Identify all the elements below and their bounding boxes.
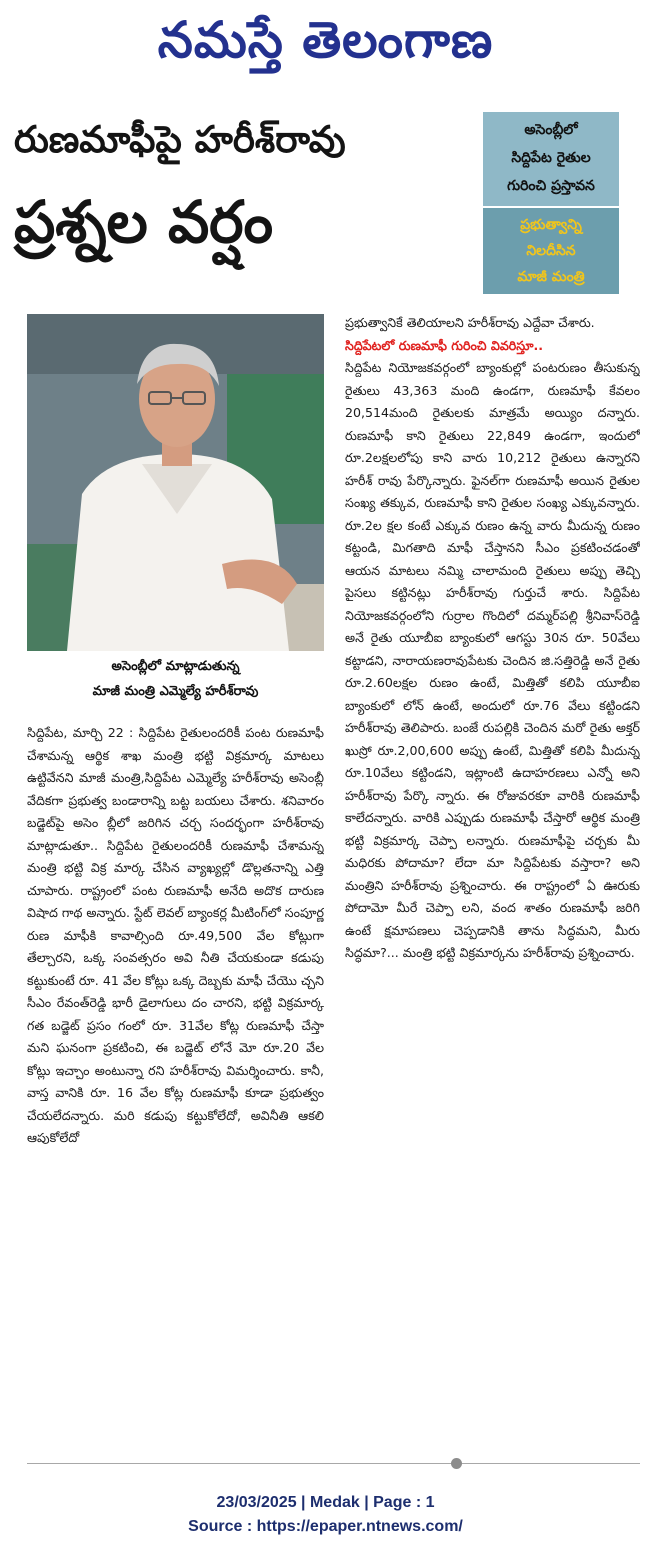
photo-caption-line: మాజీ మంత్రి ఎమ్మెల్యే హరీశ్‌రావు	[92, 684, 259, 699]
highlight-bottom	[483, 208, 619, 294]
highlight-top	[483, 112, 619, 206]
article-column-left	[27, 722, 324, 1442]
photo-caption-line: అసెంబ్లీలో మాట్లాడుతున్న	[111, 659, 240, 674]
highlight-bottom-line: నిలదీసిన	[526, 243, 576, 259]
highlight-top-line: అసెంబ్లీలో	[524, 122, 578, 138]
highlight-box	[483, 112, 619, 294]
newspaper-masthead: నమస్తే తెలంగాణ	[157, 10, 494, 69]
article-column-right	[345, 312, 640, 1442]
headline-line-1: రుణమాఫీపై హరీశ్‌రావు	[14, 118, 346, 161]
footer-date-edition: 23/03/2025 | Medak | Page : 1	[216, 1494, 435, 1511]
highlight-top-line: గురించి ప్రస్తావన	[507, 178, 595, 194]
highlight-top-line: సిద్దిపేట రైతుల	[511, 150, 591, 166]
headline-line-2: ప్రశ్నల వర్షం	[14, 188, 273, 256]
speaker-photo	[27, 314, 324, 651]
speaker-photo-illustration	[27, 314, 324, 651]
highlight-bottom-line: ప్రభుత్వాన్ని	[520, 217, 582, 233]
headline	[14, 112, 476, 266]
divider-dot	[451, 1458, 462, 1469]
article-subheading: సిద్దిపేటలో రుణమాఫీ గురించి వివరిస్తూ..	[345, 337, 544, 353]
article-paragraph: సిద్దిపేట, మార్చి 22 : సిద్దిపేట రైతులందరికీ పంట రుణమాఫీ చేశామన్న ఆర్థిక శాఖ మంత్రి భట్టి విక్రమార్క మాటలు ఉట్టివేనని మాజీ మంత్రి,సిద్దిపేట ఎమ్మెల్యే హరీశ్‌రావు అసెంబ్లీ వేదికగా ప్రభుత్వ బండారాన్ని బట్ట బయలు చేశారు. శనివారం బడ్జెట్‌పై అసెం బ్లీలో జరిగిన చర్చ సందర్భంగా హరీశ్‌రావు మాట్లాడుతూ.. సిద్దిపేట రైతులందరికీ రుణమాఫీ చేశామన్న మంత్రి భట్టి విక్ర మార్క చేసిన వ్యాఖ్యల్లో డొల్లతనాన్ని ఎత్తి చూపారు. రాష్ట్రంలో పంట రుణమాఫీ అనేది అదొక దారుణ విషాద గాథ అన్నారు. స్టేట్ లెవల్ బ్యాంకర్ల మీటింగ్‌లో సంపూర్ణ రుణ మాఫీకి కావాల్సింది రూ.49,500 వేల కోట్లుగా తేల్చారని, ఒక్క సంవత్సరం అవి నీతి చేయకుండా కడుపు కట్టుకుంటే రూ. 41 వేల కోట్లు ఒక్క దెబ్బకు మాఫీ చేయొ చ్చని సీఎం రేవంత్‌రెడ్డి భారీ డైలాగులు దం చారని, భట్టి విక్రమార్క గత బడ్జెట్ ప్రసం గంలో రూ. 31వేల కోట్ల రుణమాఫీ చేస్తా మని ఘనంగా ప్రకటించి, ఈ బడ్జెట్ లోనే మో రూ.20 వేల కోట్లు ఇచ్చాం అంటున్నా రని హరీశ్‌రావు విమర్శించారు. కానీ, వాస్త వానికి రూ. 16 వేల కోట్ల రుణమాఫీ కూడా ప్రభుత్వం చేయలేదన్నారు. మరి కడుపు కట్టుకోలేదో, అవినీతి ఆకలి ఆపుకోలేదో	[27, 725, 324, 1145]
bottom-divider	[27, 1463, 640, 1464]
article-paragraph: ప్రభుత్వానికే తెలియాలని హరీశ్‌రావు ఎద్దేవా చేశారు.	[345, 315, 595, 330]
footer-source-link[interactable]: Source : https://epaper.ntnews.com/	[188, 1518, 463, 1535]
highlight-bottom-line: మాజీ మంత్రి	[517, 269, 585, 285]
article-paragraph: సిద్దిపేట నియోజకవర్గంలో బ్యాంకుల్లో పంటరుణం తీసుకున్న రైతులు 43,363 మంది ఉండగా, రుణమాఫీ కేవలం 20,514మంది రైతులకు మాత్రమే అయ్యిం దన్నారు. రుణమాఫీ కాని రైతులు 22,849 ఉండగా, ఇందులో రూ.2లక్షలలోపు కాని వారు 10,212 రైతులు ఉన్నారని హరీశ్ రావు పేర్కొన్నారు. ఫైనల్‌గా రుణమాఫీ అయిన రైతుల సంఖ్య తక్కువ, రుణమాఫీ కాని రైతుల సంఖ్య ఎక్కువన్నారు. రూ.2ల క్షల కంటే ఎక్కువ రుణం ఉన్న వారు మీదున్న రుణం కట్టండి, మిగతాది మాఫీ చేస్తానని సీఎం ప్రకటించడంతో ఆయన మాటలు నమ్మి చాలామంది రైతులు అప్పు తెచ్చి పైసలు కట్టినట్లు హరీశ్‌రావు గుర్తుచే శారు. సిద్దిపేట నియోజకవర్గంలోని గుర్రాల గొందిలో దమ్మర్‌పల్లి శ్రీనివాస్‌రెడ్డి అనే రైతు యూబీఐ బ్యాంకులో ఆగస్టు 30న రూ. 50వేలు కట్టాడని, నారాయణరావుపేటకు చెందిన జి.సత్తిరెడ్డి అనే రైతు రూ.2.60లక్షల రుణం ఉంటే, మిత్తితో కలిపి యూబీఐ బ్యాంకులో లోన్ ఉంటే, అందులో రూ.76 వేలు కట్టిండని హరీశ్‌రావు తెలిపారు. బంజే రుపల్లికి చెందిన మరో రైతు అక్తర్ ఖుస్రో రూ.2,00,600 అప్పు ఉంటే, మిత్తితో కలిపి మీదున్న రూ.10వేలు కట్టిండని, ఇట్లాంటి ఉదాహరణలు ఎన్నో అని హరీశ్‌రావు పేర్కొ న్నారు. ఈ రోజువరకూ వారికి రుణమాఫీ కాలేదన్నారు. వారికి ఎప్పుడు రుణమాఫీ చేస్తారో ఆర్థిక మంత్రి భట్టి విక్రమార్క చెప్పా లన్నారు. రుణమాఫీపై చర్చకు మీ మధిరకు పోదామా? లేదా మా సిద్దిపేటకు వస్తారా? అని మంత్రిని హరీశ్‌రావు ప్రశ్నించారు. ఈ రాష్ట్రంలో ఏ ఊరుకు పోదామో మీరే చెప్పా లని, వంద శాతం రుణమాఫీ జరిగి ఉంటే క్షమాపణలు చెప్పడానికి తాను సిద్ధమని, మీరు సిద్ధమా?... మంత్రి భట్టి విక్రమార్కను హరీశ్‌రావు ప్రశ్నించారు.	[345, 360, 640, 960]
photo-caption	[27, 654, 324, 704]
